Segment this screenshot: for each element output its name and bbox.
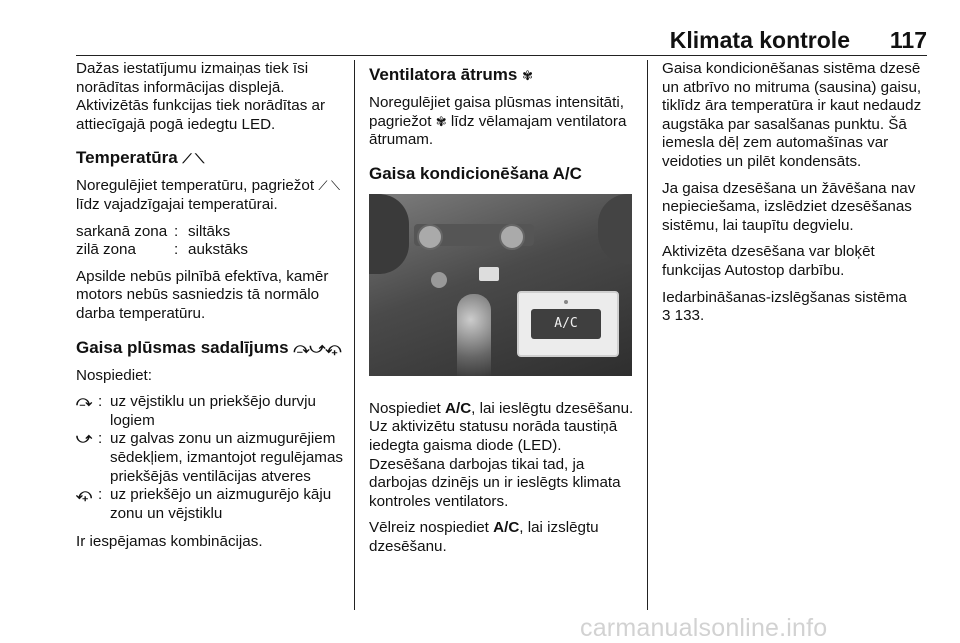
ac-button: A/C [531, 309, 601, 339]
stop-start-reference [662, 289, 930, 326]
air-vent-left [369, 194, 409, 274]
zone-name: zilā zona [76, 241, 136, 259]
power-outlet [431, 272, 447, 288]
page-reference-link[interactable]: 3 133. [662, 307, 705, 325]
column-divider-2 [647, 60, 648, 610]
fan-knob [499, 224, 525, 250]
ac-system-paragraph: Gaisa kondicionēšanas sistēma dzesē un atbrīvo no mitruma (sausina) gaisu, tiklīdz āra temperatūra ir kaut nedaudz augstāka par sasalšanas punktu. Šā iemesla dēļ zem automašīnas var veidoties un pilēt kondensāts. [662, 60, 922, 170]
page-number: 117 [889, 27, 927, 53]
zone-value: aukstāks [188, 241, 248, 259]
autostop-paragraph: Aktivizēta dzesēšana var bloķēt funkcijas Autostop darbību. [662, 243, 875, 279]
heading-air-conditioning: Gaisa kondicionēšana A/C [369, 163, 582, 183]
dist-text: uz vējstiklu un priekšējo durvju logiem [110, 393, 316, 429]
heading-fan-speed-text: Ventilatora ātrums [369, 65, 518, 84]
temperature-knob-icon: ⟋ ⟍ [182, 151, 205, 167]
heating-paragraph: Apsilde nebūs pilnībā efektīva, kamēr motors nebūs sasniedzis tā normālo darba temperatūru. [76, 267, 329, 322]
column-2 [369, 60, 635, 565]
section-title: Klimata kontrole [669, 27, 850, 53]
gear-shifter [457, 294, 491, 376]
heading-air-distribution-text: Gaisa plūsmas sadalījums [76, 337, 289, 357]
heading-temperature-text: Temperatūra [76, 148, 178, 168]
ac-on-text-a: Nospiediet [369, 399, 441, 417]
column-1 [76, 60, 348, 560]
windscreen-airflow-icon: ⤼ [76, 393, 93, 411]
page-header [0, 0, 960, 56]
watermark: carmanualsonline.info [580, 614, 828, 642]
column-divider-1 [354, 60, 355, 610]
heading-air-distribution [76, 338, 348, 359]
fan-paragraph [369, 94, 635, 150]
heading-temperature [76, 148, 348, 169]
usb-port [479, 267, 499, 281]
zone-sep: : [174, 222, 179, 240]
ac-button-callout [517, 291, 619, 357]
distribution-list [76, 393, 348, 523]
temperature-knob-icon-inline: ⟋ ⟍ [318, 178, 341, 194]
dist-sep: : [98, 393, 103, 411]
header-divider [76, 55, 927, 56]
dashboard-photo [369, 194, 632, 376]
ac-off-key: A/C [493, 519, 520, 537]
temperature-paragraph [76, 177, 348, 214]
dist-sep: : [98, 430, 103, 448]
intro-paragraph: Dažas iestatījumu izmaiņas tiek īsi norādītas informācijas displejā. Aktivizētās funkcijas tiek norādītas ar attiecīgajā pogā iedegtu LED. [76, 60, 326, 133]
air-vent-right [598, 194, 632, 264]
ac-on-text-b: , lai ieslēgtu dzesēšanu. Uz aktivizētu statusu norāda taustiņā iedegta gaisma diode (LED). Dzesēšana darbojas tikai tad, ja darbojas dzinējs un ir ieslēgts klimata kontroles ventilators. [369, 399, 634, 510]
save-fuel-paragraph: Ja gaisa dzesēšana un žāvēšana nav nepieciešama, izslēdziet dzesēšanas sistēmu, lai taupītu degvielu. [662, 179, 916, 234]
zone-value: siltāks [188, 222, 231, 240]
footwell-airflow-icon: ⤽ [76, 486, 93, 504]
dist-text: uz priekšējo un aizmugurējo kāju zonu un vējstiklu [110, 486, 332, 522]
fan-text-b: līdz vēlamajam ventilatora ātrumam. [369, 112, 627, 149]
ac-on-paragraph [369, 400, 635, 512]
temperature-text-b: līdz vajadzīgajai temperatūrai. [76, 195, 278, 213]
heading-fan-speed [369, 65, 635, 86]
zone-list [76, 223, 348, 260]
ac-off-text-b: , lai izslēgtu dzesēšanu. [369, 519, 599, 555]
temperature-knob [417, 224, 443, 250]
dist-sep: : [98, 486, 103, 504]
ac-off-text-a: Vēlreiz nospiediet [369, 519, 489, 537]
combinations-paragraph: Ir iespējamas kombinācijas. [76, 533, 263, 551]
zone-name: sarkanā zona [76, 222, 168, 240]
zone-sep: : [174, 241, 179, 259]
column-3 [662, 60, 930, 334]
ac-led-indicator [564, 300, 568, 304]
ac-off-paragraph [369, 519, 635, 556]
fan-text-a: Noregulējiet gaisa plūsmas intensitāti, pagriežot [369, 94, 624, 130]
temperature-text-a: Noregulējiet temperatūru, pagriežot [76, 177, 315, 195]
fan-icon-inline: ✾ [435, 113, 447, 129]
fan-icon: ✾ [522, 68, 533, 83]
head-airflow-icon: ⤻ [76, 430, 93, 448]
ac-on-key: A/C [445, 399, 472, 417]
air-distribution-icons: ⤼⤻⤽ [293, 339, 342, 357]
dist-text: uz galvas zonu un aizmugurējiem sēdekļiem, izmantojot regulējamas priekšējās ventilācijas atveres [110, 430, 343, 485]
stop-start-text: Iedarbināšanas-izslēgšanas sistēma [662, 288, 907, 306]
press-label: Nospiediet: [76, 366, 152, 384]
